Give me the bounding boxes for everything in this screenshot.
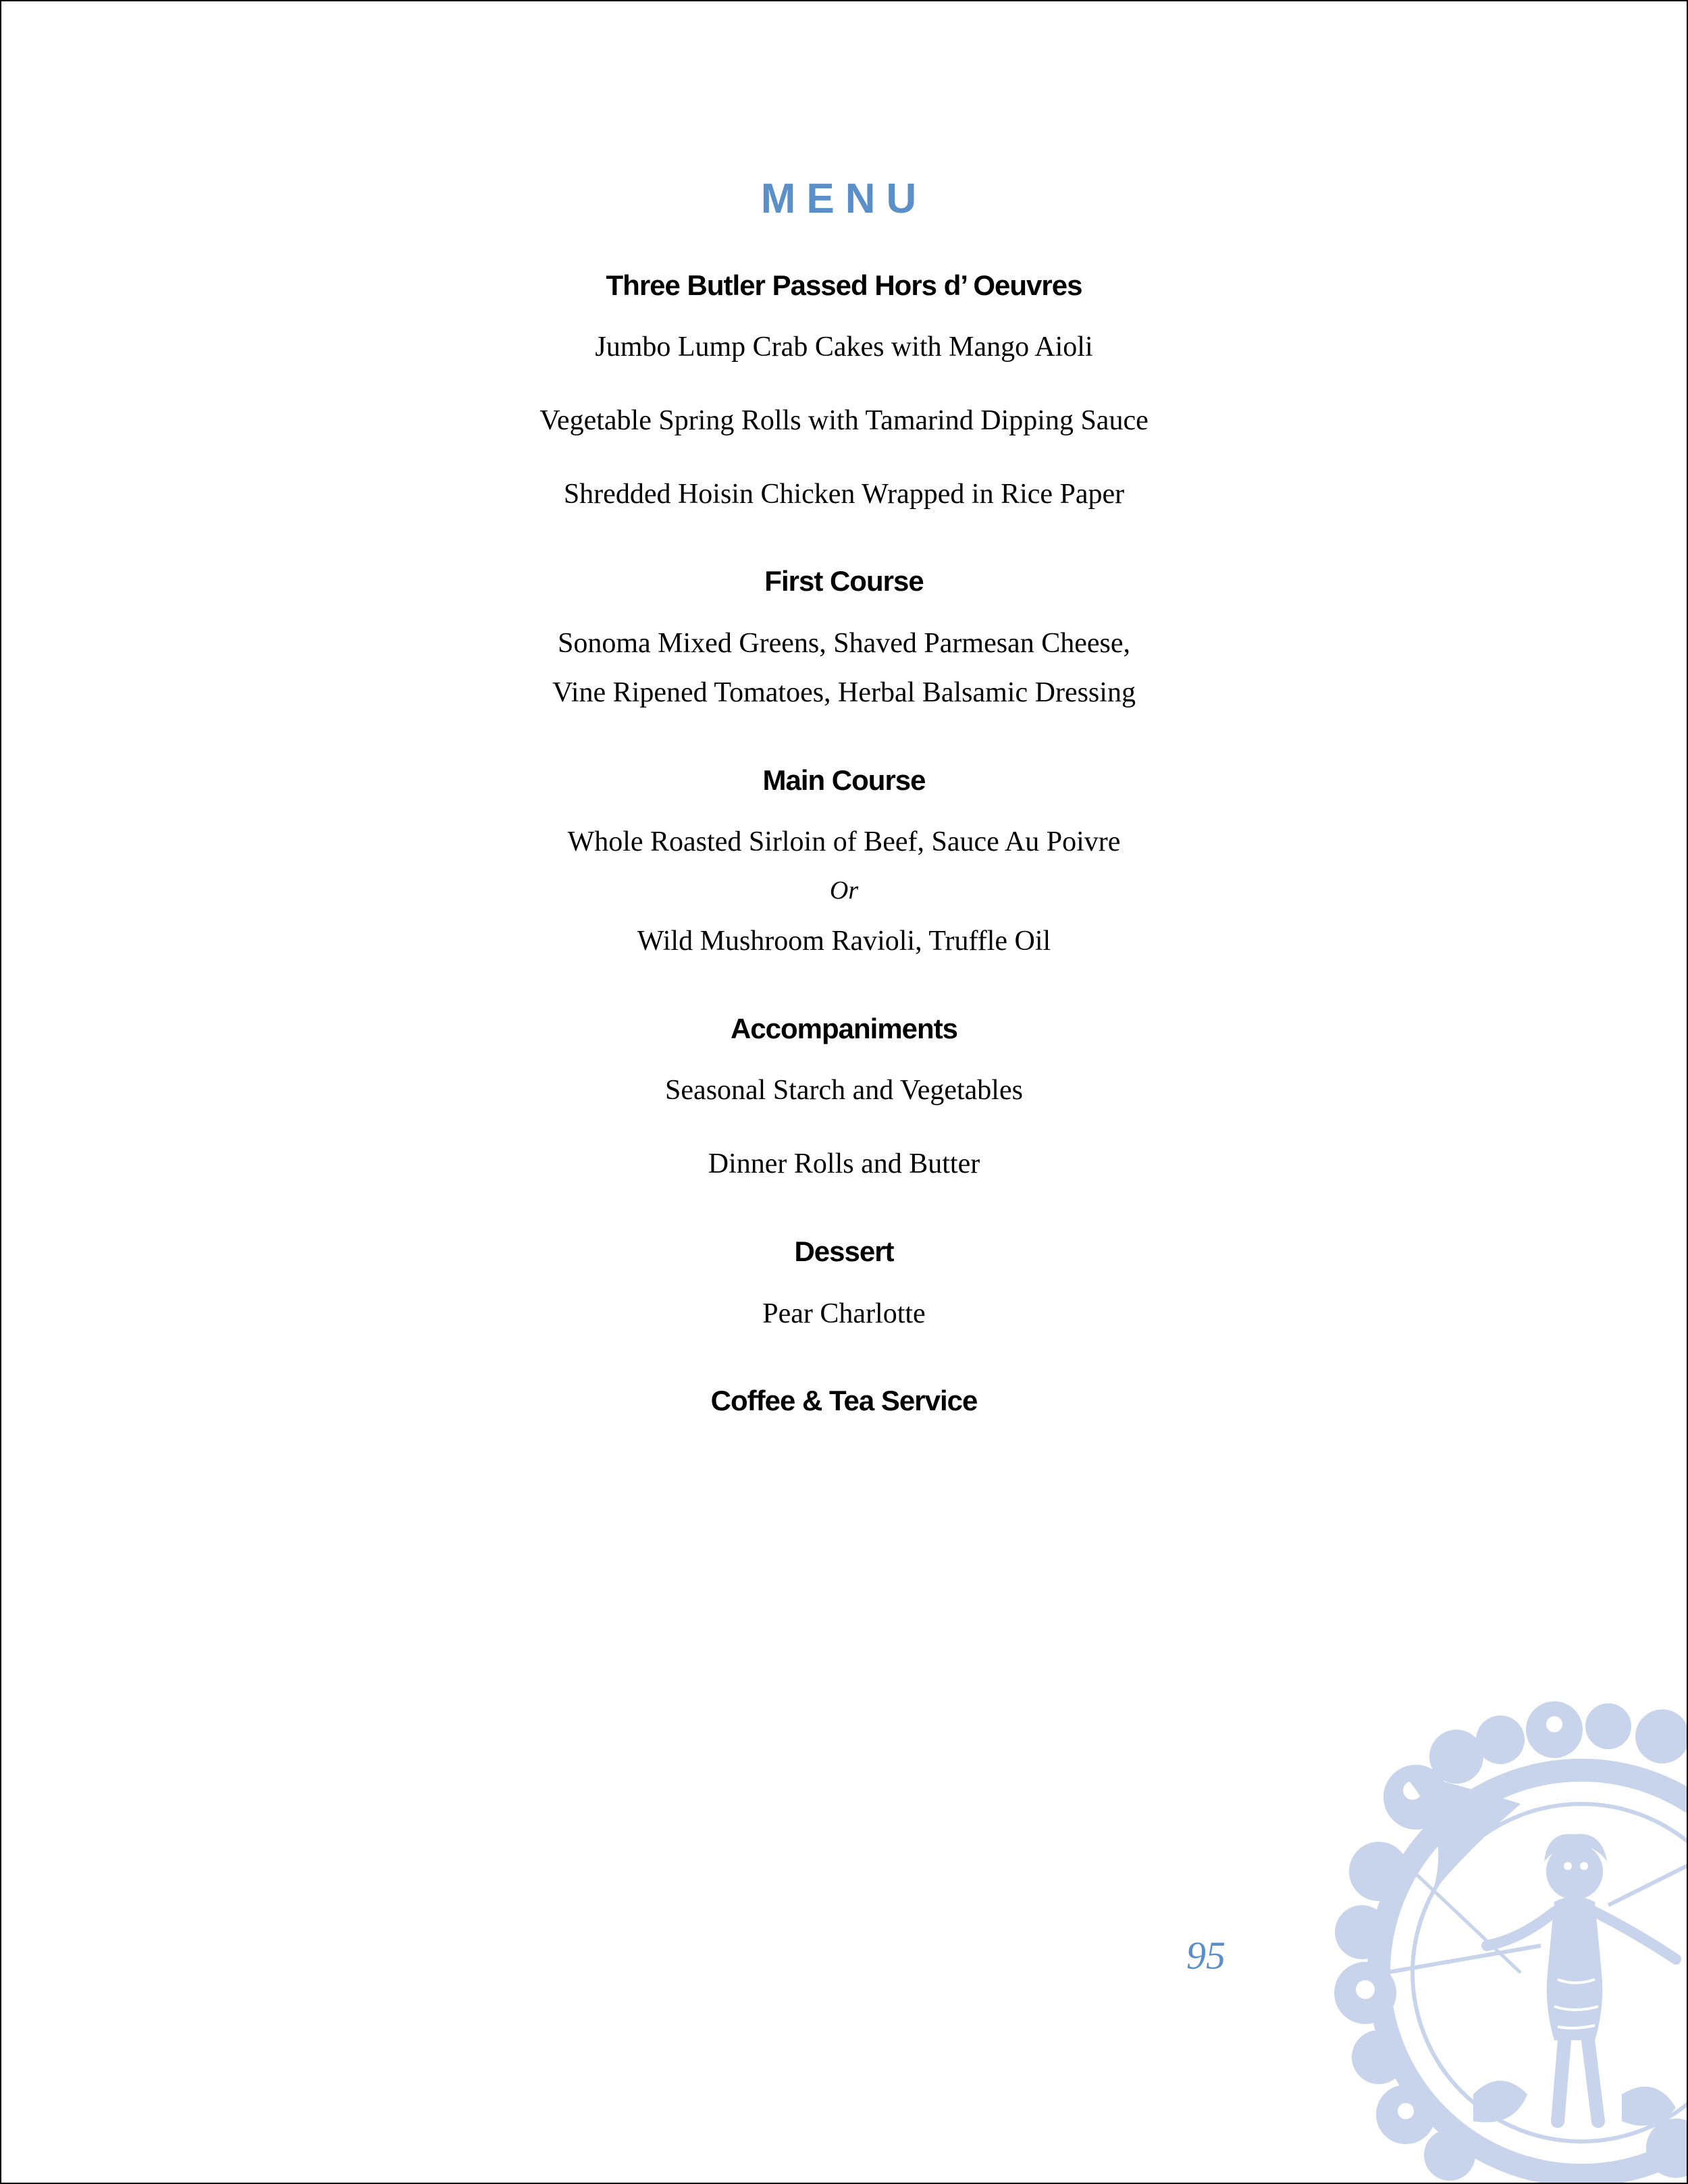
menu-item-or: Or: [829, 876, 859, 905]
menu-title: MENU: [760, 176, 928, 222]
menu-item: Dinner Rolls and Butter: [708, 1148, 980, 1179]
section-heading-main-course: Main Course: [762, 764, 926, 796]
section-heading-dessert: Dessert: [794, 1235, 894, 1267]
section-heading-first-course: First Course: [764, 565, 924, 597]
menu-item: Vegetable Spring Rolls with Tamarind Dipping Sauce: [539, 405, 1149, 436]
page-number: 95: [1186, 1934, 1225, 1977]
menu-item: Wild Mushroom Ravioli, Truffle Oil: [637, 926, 1051, 957]
menu-item: Jumbo Lump Crab Cakes with Mango Aioli: [595, 331, 1093, 363]
section-heading-coffee-tea: Coffee & Tea Service: [710, 1385, 978, 1416]
section-heading-accompaniments: Accompaniments: [730, 1013, 958, 1044]
menu-item: Vine Ripened Tomatoes, Herbal Balsamic Dressing: [552, 677, 1136, 708]
menu-item: Shredded Hoisin Chicken Wrapped in Rice Paper: [563, 479, 1125, 510]
menu-item: Pear Charlotte: [762, 1298, 926, 1329]
section-heading-hors-doeuvres: Three Butler Passed Hors d’ Oeuvres: [606, 269, 1082, 301]
menu-item: Seasonal Starch and Vegetables: [665, 1075, 1023, 1106]
cherub-wreath-ornament-icon: [1298, 1689, 1688, 2184]
menu-item: Sonoma Mixed Greens, Shaved Parmesan Cheese,: [558, 628, 1130, 659]
menu-item: Whole Roasted Sirloin of Beef, Sauce Au Poivre: [567, 826, 1121, 857]
